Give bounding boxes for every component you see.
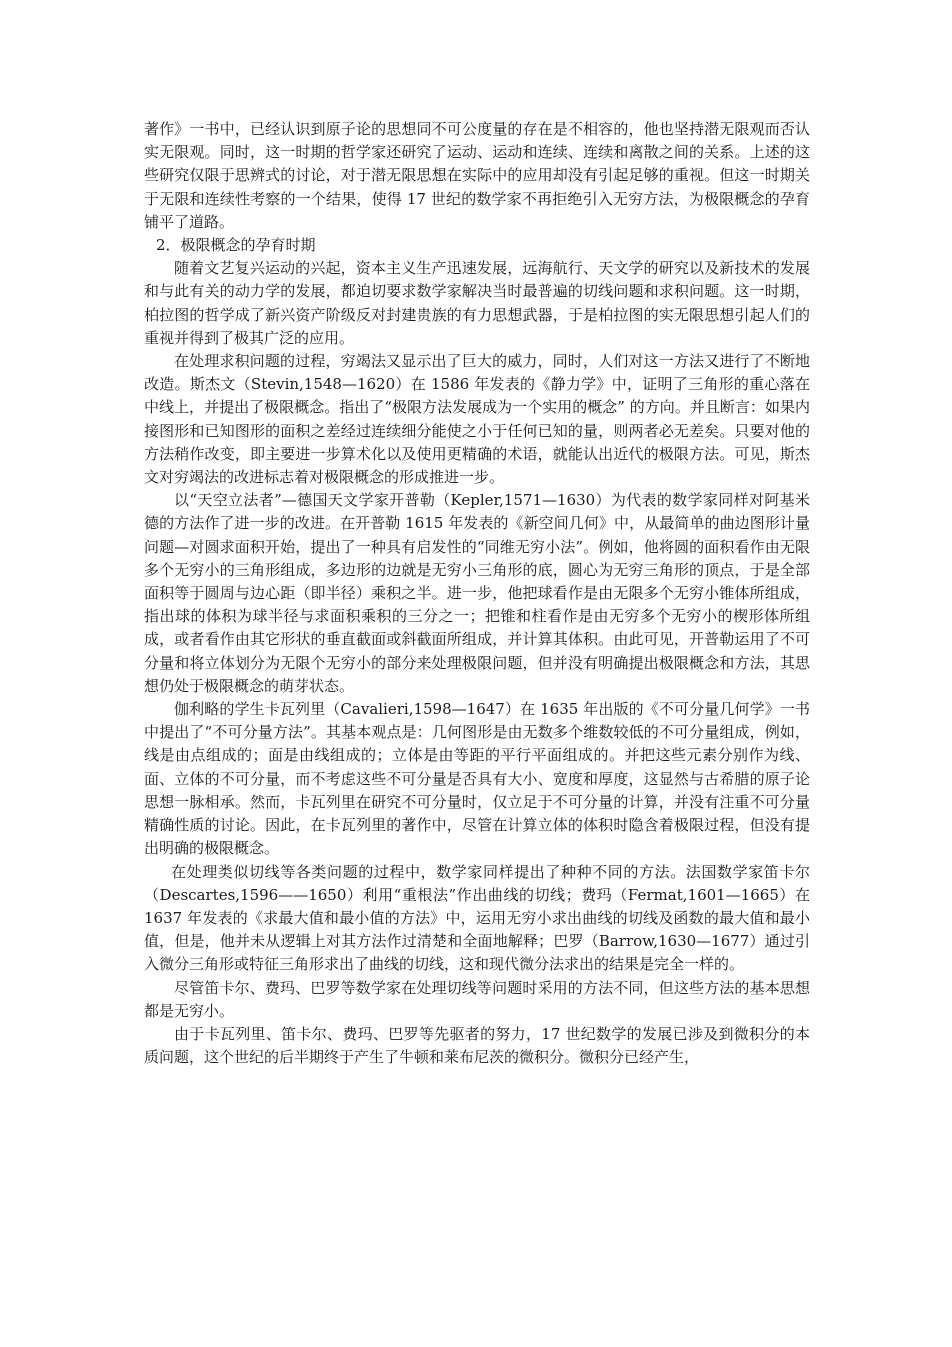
document-page <box>144 118 810 1069</box>
paragraph-kepler: 以“天空立法者”—德国天文学家开普勒（Kepler,1571—1630）为代表的数学家同样对阿基米德的方法作了进一步的改进。在开普勒 1615 年发表的《新空间几何》中，从最简单的曲边图形计量问题—对圆求面积开始，提出了一种具有启发性的“同维无穷小法”。例如，他将圆的面积看作由无限多个无穷小的三角形组成，多边形的边就是无穷小三角形的底，圆心为无穷三角形的顶点，于是全部面积等于圆周与边心距（即半径）乘积之半。进一步，他把球看作是由无限多个无穷小锥体所组成，指出球的体积为球半径与求面积乘积的三分之一；把锥和柱看作是由无穷多个无穷小的楔形体所组成，或者看作由其它形状的垂直截面或斜截面所组成，并计算其体积。由此可见，开普勒运用了不可分量和将立体划分为无限个无穷小的部分来处理极限问题，但并没有明确提出极限概念和方法，其思想仍处于极限概念的萌芽状态。 <box>144 491 810 695</box>
paragraph-continuation: 著作》一书中，已经认识到原子论的思想同不可公度量的存在是不相容的，他也坚持潜无限观而否认实无限观。同时，这一时期的哲学家还研究了运动、运动和连续、连续和离散之间的关系。上述的这些研究仅限于思辨式的讨论，对于潜无限思想在实际中的应用却没有引起足够的重视。但这一时期关于无限和连续性考察的一个结果，使得 17 世纪的数学家不再拒绝引入无穷方法，为极限概念的孕育铺平了道路。 <box>144 120 810 231</box>
paragraph-renaissance: 随着文艺复兴运动的兴起，资本主义生产迅速发展，远海航行、天文学的研究以及新技术的发展和与此有关的动力学的发展，都迫切要求数学家解决当时最普遍的切线问题和求积问题。这一时期，柏拉图的哲学成了新兴资产阶级反对封建贵族的有力思想武器，于是柏拉图的实无限思想引起人们的重视并得到了极其广泛的应用。 <box>144 259 810 347</box>
paragraph-infinitesimal: 尽管笛卡尔、费玛、巴罗等数学家在处理切线等问题时采用的方法不同，但这些方法的基本思想都是无穷小。 <box>144 978 810 1020</box>
paragraph-stevin: 在处理求积问题的过程，穷竭法又显示出了巨大的威力，同时，人们对这一方法又进行了不断地改造。斯杰文（Stevin,1548—1620）在 1586 年发表的《静力学》中，证明了三角形的重心落在中线上，并提出了极限概念。指出了“极限方法发展成为一个实用的概念” 的方向。并且断言：如果内接图形和已知图形的面积之差经过连续细分能使之小于任何已知的量，则两者必无差矣。只要对他的方法稍作改变，即主要进一步算术化以及使用更精确的术语，就能认出近代的极限方法。可见，斯杰文对穷竭法的改进标志着对极限概念的形成推进一步。 <box>144 352 810 487</box>
paragraph-cavalieri: 伽利略的学生卡瓦列里（Cavalieri,1598—1647）在 1635 年出版的《不可分量几何学》一书中提出了“不可分量方法”。其基本观点是：几何图形是由无数多个维数较低的不可分量组成，例如，线是由点组成的；面是由线组成的；立体是由等距的平行平面组成的。并把这些元素分别作为线、面、立体的不可分量，而不考虑这些不可分量是否具有大小、宽度和厚度，这显然与古希腊的原子论思想一脉相承。然而，卡瓦列里在研究不可分量时，仅立足于不可分量的计算，并没有注重不可分量精确性质的讨论。因此，在卡瓦列里的著作中，尽管在计算立体的体积时隐含着极限过程，但没有提出明确的极限概念。 <box>144 700 810 858</box>
paragraph-calculus: 由于卡瓦列里、笛卡尔、费玛、巴罗等先驱者的努力，17 世纪数学的发展已涉及到微积分的本质问题，这个世纪的后半期终于产生了牛顿和莱布尼茨的微积分。微积分已经产生， <box>144 1024 810 1067</box>
section-heading: 2．极限概念的孕育时期 <box>156 236 316 255</box>
paragraph-tangent-methods: 在处理类似切线等各类问题的过程中，数学家同样提出了种种不同的方法。法国数学家笛卡尔（Descartes,1596——1650）利用“重根法”作出曲线的切线；费玛（Fermat,1601—1665）在 1637 年发表的《求最大值和最小值的方法》中，运用无穷小求出曲线的切线及函数的最大值和最小值，但是，他并未从逻辑上对其方法作过清楚和全面地解释；巴罗（Barrow,1630—1677）通过引入微分三角形或特征三角形求出了曲线的切线，这和现代微分法求出的结果是完全一样的。 <box>144 862 810 974</box>
